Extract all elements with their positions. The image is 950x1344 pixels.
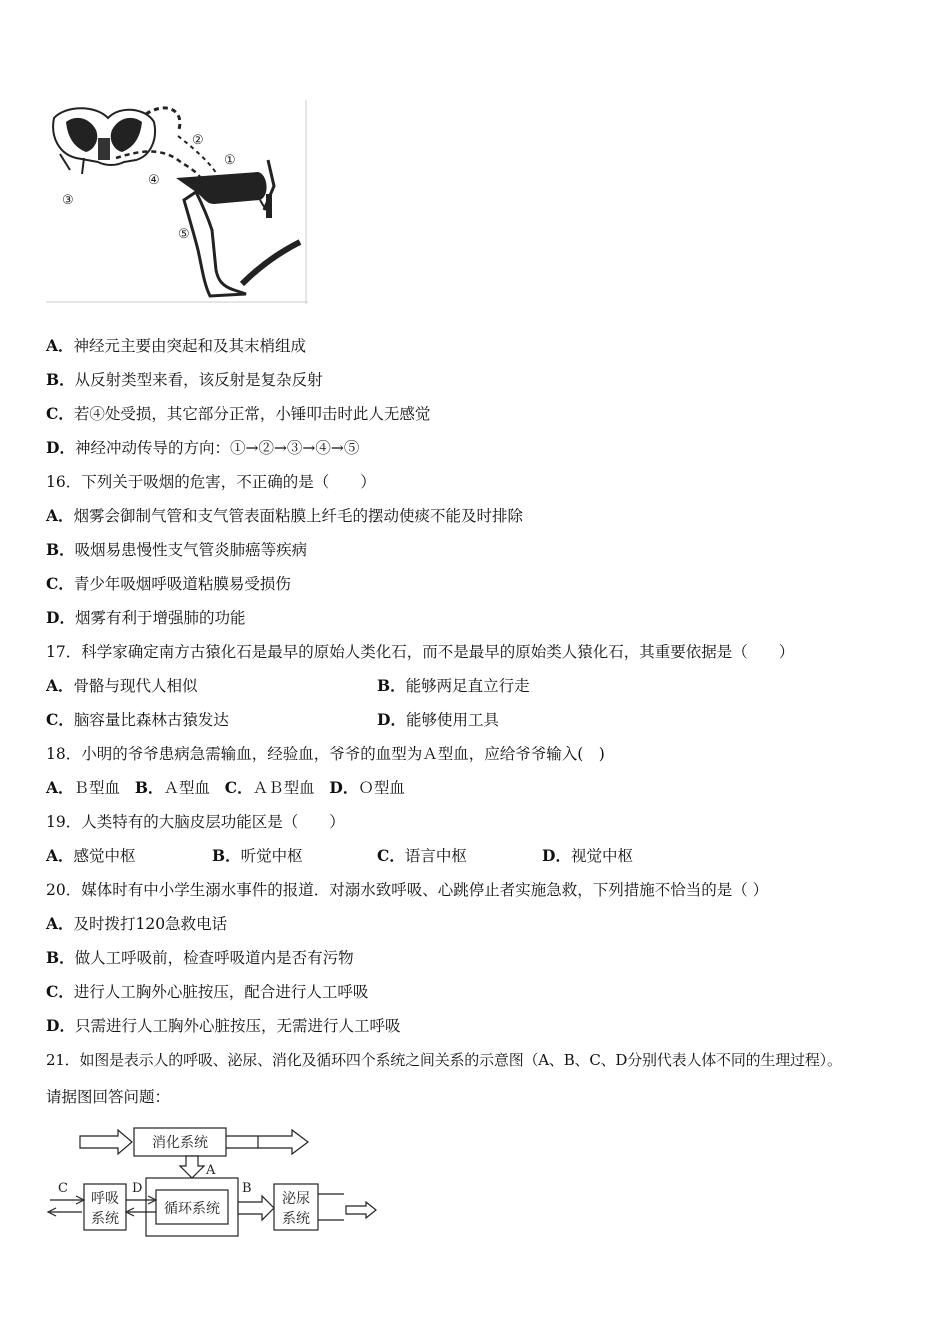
q15-option-c [46,404,430,424]
q16-option-c [46,574,291,594]
option-label: B． [46,540,75,559]
q16-option-d [46,608,245,628]
q20-option-d [46,1016,400,1036]
option-label: D． [46,438,75,457]
q17-option-a [46,676,198,696]
label-b: B [242,1181,252,1196]
option-label: C． [224,778,253,797]
option-label: A． [46,778,74,797]
option-text: 感觉中枢 [73,847,136,865]
q21-prompt: 请据图回答问题： [46,1088,171,1106]
option-text: 及时拨打120急救电话 [73,915,228,933]
option-text: 骨骼与现代人相似 [73,677,198,695]
option-text: 从反射类型来看，该反射是复杂反射 [74,371,323,389]
option-text: 吸烟易患慢性支气管炎肺癌等疾病 [74,541,308,559]
q20-stem: 20．媒体时有中小学生溺水事件的报道．对溺水致呼吸、心跳停止者实施急救，下列措施不恰当的是（ ） [46,881,769,899]
label-d: D [132,1181,143,1196]
arrow-into-digestive [80,1130,132,1154]
option-label: A． [46,676,74,695]
option-text: 进行人工胸外心脏按压，配合进行人工呼吸 [73,983,369,1001]
option-text: ＡＢ型血 [252,779,315,797]
arrow-out-digestive [258,1130,308,1154]
q15-option-a [46,336,306,356]
q19-stem: 19．人类特有的大脑皮层功能区是（ ） [46,813,345,831]
q20-option-a [46,914,227,934]
knee-reflex-figure [46,100,308,304]
option-text: Ｏ型血 [358,779,405,797]
marker-1: ① [224,153,236,168]
option-label: B． [134,778,164,797]
option-label: A． [46,336,74,355]
q18-options [46,778,405,798]
option-text: 语言中枢 [404,847,467,865]
option-label: C． [46,404,74,423]
q17-option-b [377,676,530,696]
q16-stem: 16．下列关于吸烟的危害，不正确的是（ ） [46,473,376,491]
option-text: 神经元主要由突起和及其末梢组成 [73,337,307,355]
option-text: 能够两足直立行走 [405,677,530,695]
option-text: 只需进行人工胸外心脏按压，无需进行人工呼吸 [74,1017,401,1035]
q20-option-c [46,982,368,1002]
option-text: 视觉中枢 [570,847,633,865]
option-label: D． [329,778,359,797]
option-label: C． [377,846,405,865]
option-label: B． [212,846,241,865]
option-label: D． [46,1016,75,1035]
option-text: Ａ型血 [163,779,210,797]
urinary-label-line1: 泌尿 [282,1191,310,1207]
q18-stem: 18．小明的爷爷患病急需输血，经验血，爷爷的血型为Ａ型血，应给爷爷输入( ) [46,745,605,763]
q16-option-b [46,540,307,560]
arrow-out-urinary [346,1202,376,1218]
arrow-to-urinary [238,1196,274,1220]
option-label: B． [46,948,75,967]
option-label: A． [46,506,74,525]
option-text: 能够使用工具 [405,711,499,729]
option-text: 烟雾会御制气管和支气管表面粘膜上纤毛的摆动使痰不能及时排除 [73,507,524,525]
option-label: B． [377,676,406,695]
label-c: C [58,1181,68,1196]
body-systems-diagram [46,1122,386,1244]
option-text: 做人工呼吸前，检查呼吸道内是否有污物 [74,949,354,967]
option-label: C． [46,710,74,729]
q21-stem: 21．如图是表示人的呼吸、泌尿、消化及循环四个系统之间关系的示意图（A、B、C、D分别代表人体不同的生理过程）。 [46,1051,842,1069]
digestive-system-label: 消化系统 [152,1135,208,1151]
option-text: 神经冲动传导的方向：①→②→③→④→⑤ [74,439,360,457]
option-label: B． [46,370,75,389]
option-text: Ｂ型血 [73,779,121,797]
label-a: A [206,1163,216,1178]
q16-option-a [46,506,523,526]
q17-option-c [46,710,229,730]
option-text: 听觉中枢 [240,847,303,865]
marker-2: ② [192,133,204,148]
option-label: A． [46,846,74,865]
respiratory-label-line2: 系统 [91,1211,119,1227]
option-label: D． [377,710,406,729]
option-text: 若④处受损，其它部分正常，小锤叩击时此人无感觉 [73,405,431,423]
urinary-label-line2: 系统 [282,1211,310,1227]
q19-option-a [46,846,136,866]
option-text: 脑容量比森林古猿发达 [73,711,229,729]
option-label: D． [46,608,75,627]
marker-4: ④ [148,173,160,188]
option-label: D． [542,846,571,865]
option-text: 青少年吸烟呼吸道粘膜易受损伤 [73,575,291,593]
marker-5: ⑤ [178,227,190,242]
circulatory-system-label: 循环系统 [164,1201,220,1217]
q17-stem: 17．科学家确定南方古猿化石是最早的原始人类化石，而不是最早的原始类人猿化石，其重要依据是（ ） [46,643,795,661]
q19-option-d [542,846,633,866]
q19-option-b [212,846,303,866]
q15-option-d [46,438,359,458]
q15-option-b [46,370,323,390]
option-label: A． [46,914,74,933]
option-text: 烟雾有利于增强肺的功能 [74,609,246,627]
q20-option-b [46,948,354,968]
q17-option-d [377,710,499,730]
marker-3: ③ [62,193,74,208]
option-label: C． [46,574,74,593]
arrow-absorption [180,1156,204,1178]
respiratory-label-line1: 呼吸 [91,1191,119,1207]
q19-option-c [377,846,467,866]
option-label: C． [46,982,74,1001]
